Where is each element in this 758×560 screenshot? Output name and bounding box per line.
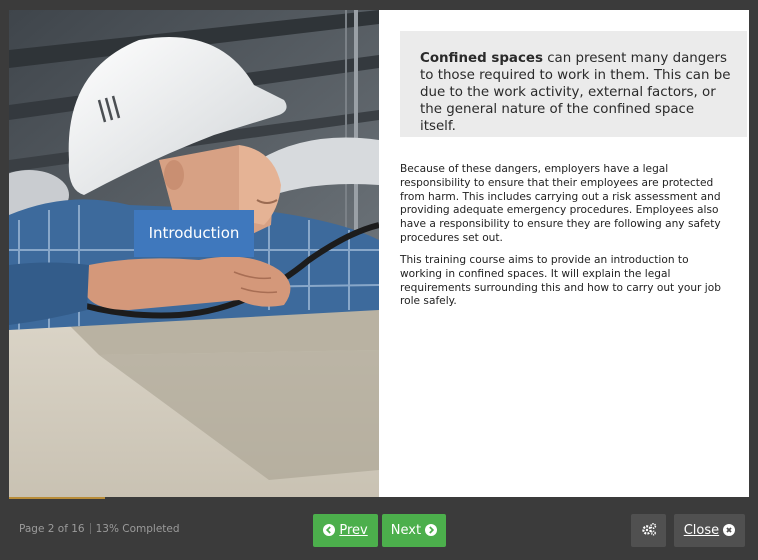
prev-button[interactable] bbox=[313, 514, 378, 547]
paragraph-course-aim: This training course aims to provide an introduction to working in confined spaces. It will explain the legal requirements surrounding this and how to carry out your job role safely. bbox=[400, 254, 721, 308]
page-counter: Page 2 of 16 bbox=[19, 523, 85, 535]
callout-bold-text: Confined spaces bbox=[420, 51, 543, 66]
callout-text: can present many dangers to those required to work in them. This can be due to the work activity, external factors, or the general nature of the confined space itself. bbox=[420, 51, 731, 134]
chevron-right-circle-icon bbox=[425, 524, 437, 536]
close-circle-icon bbox=[723, 524, 735, 536]
callout-box bbox=[400, 31, 747, 137]
close-button[interactable] bbox=[674, 514, 745, 547]
intro-label: Introduction bbox=[134, 210, 254, 257]
slide bbox=[9, 10, 749, 497]
progress-bar-fill bbox=[9, 497, 105, 499]
page-info bbox=[19, 523, 180, 535]
next-button[interactable] bbox=[382, 514, 446, 547]
content-panel bbox=[379, 10, 749, 497]
close-button-label: Close bbox=[683, 523, 720, 538]
gears-icon bbox=[641, 522, 657, 536]
paragraph-responsibility: Because of these dangers, employers have a legal responsibility to ensure that their employees are protected from harm. This includes carrying out a risk assessment and providing adequate emergency procedures. Employees also have a responsibility to ensure they are following any safety procedures set out. bbox=[400, 163, 721, 244]
worker-photo bbox=[9, 10, 379, 497]
prev-button-label: Prev bbox=[339, 523, 368, 538]
next-button-label: Next bbox=[390, 523, 422, 538]
progress-bar bbox=[9, 497, 749, 500]
page-info-divider bbox=[90, 523, 91, 534]
chevron-left-circle-icon bbox=[323, 524, 335, 536]
completion-status: 13% Completed bbox=[95, 523, 180, 535]
settings-button[interactable] bbox=[631, 514, 666, 547]
